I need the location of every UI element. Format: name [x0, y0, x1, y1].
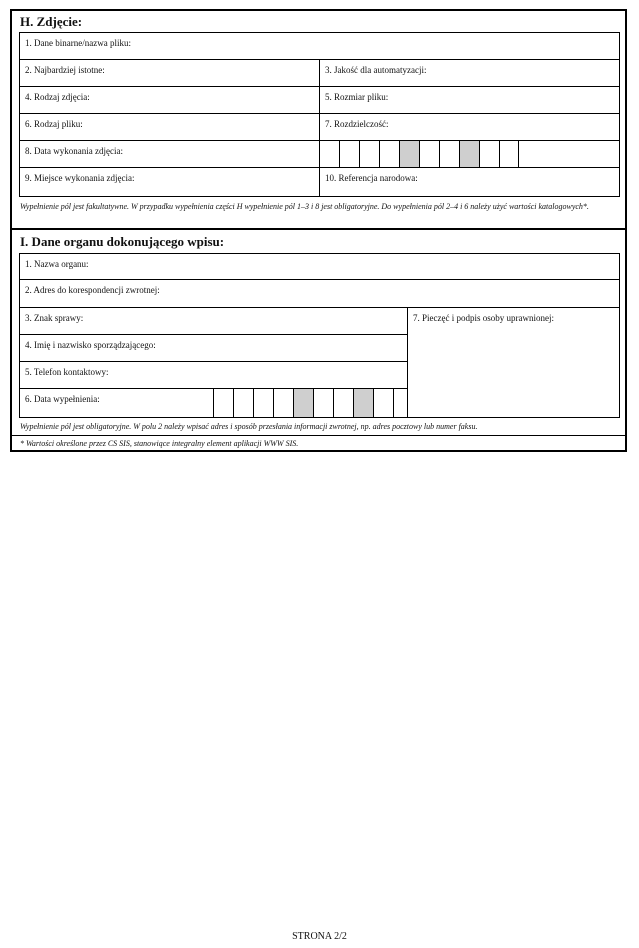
- field-i3-label: 3. Znak sprawy:: [25, 313, 84, 323]
- field-h3-label: 3. Jakość dla automatyzacji:: [325, 65, 427, 75]
- field-i7-label: 7. Pieczęć i podpis osoby uprawnionej:: [413, 313, 554, 323]
- date-digit-box[interactable]: [273, 389, 293, 417]
- date-digit-box[interactable]: [213, 389, 233, 417]
- date-digit-box[interactable]: [313, 389, 333, 417]
- field-i1[interactable]: [19, 253, 620, 280]
- footnote: * Wartości określone przez CS SIS, stanowiące integralny element aplikacji WWW SIS.: [20, 439, 299, 448]
- field-h5[interactable]: [319, 86, 620, 114]
- date-digit-box[interactable]: [359, 141, 379, 167]
- field-i4-label: 4. Imię i nazwisko sporządzającego:: [25, 340, 156, 350]
- field-h8-label: 8. Data wykonania zdjęcia:: [25, 146, 123, 156]
- field-i5[interactable]: [19, 361, 408, 389]
- field-h9-label: 9. Miejsce wykonania zdjęcia:: [25, 173, 135, 183]
- field-h4[interactable]: [19, 86, 320, 114]
- field-h10-label: 10. Referencja narodowa:: [325, 173, 418, 183]
- field-h2[interactable]: [19, 59, 320, 87]
- date-digit-box[interactable]: [333, 389, 353, 417]
- date-boxes-h8[interactable]: [319, 141, 519, 167]
- field-i6: [19, 388, 408, 418]
- footnote-divider: [12, 435, 625, 436]
- field-h8-date-area: [319, 140, 620, 168]
- field-i2-label: 2. Adres do korespondencji zwrotnej:: [25, 285, 160, 295]
- date-digit-box[interactable]: [439, 141, 459, 167]
- date-digit-box[interactable]: [419, 141, 439, 167]
- field-h1[interactable]: [19, 32, 620, 60]
- field-h5-label: 5. Rozmiar pliku:: [325, 92, 389, 102]
- field-i1-label: 1. Nazwa organu:: [25, 259, 89, 269]
- field-h9[interactable]: [19, 167, 320, 197]
- section-h-title: H. Zdjęcie:: [20, 14, 83, 29]
- date-separator-box: [353, 389, 373, 417]
- date-separator-box: [399, 141, 419, 167]
- field-h6[interactable]: [19, 113, 320, 141]
- date-separator-box: [459, 141, 479, 167]
- date-digit-box[interactable]: [479, 141, 499, 167]
- field-i2[interactable]: [19, 279, 620, 308]
- field-h4-label: 4. Rodzaj zdjęcia:: [25, 92, 90, 102]
- date-digit-box[interactable]: [379, 141, 399, 167]
- date-digit-box[interactable]: [253, 389, 273, 417]
- date-digit-box[interactable]: [373, 389, 393, 417]
- field-h8: [19, 140, 320, 168]
- section-i-note: Wypełnienie pól jest obligatoryjne. W polu 2 należy wpisać adres i sposób przesłania informacji zwrotnej, np. adres pocztowy lub numer faksu.: [20, 422, 478, 431]
- field-h7-label: 7. Rozdzielczość:: [325, 119, 389, 129]
- date-digit-box[interactable]: [233, 389, 253, 417]
- date-separator-box: [293, 389, 313, 417]
- date-digit-box[interactable]: [339, 141, 359, 167]
- field-i3[interactable]: [19, 307, 408, 335]
- section-h-note: Wypełnienie pól jest fakultatywne. W przypadku wypełnienia części H wypełnienie pól 1–3 i 8 jest obligatoryjne. Do wypełnienia pól 2–4 i 6 należy użyć wartości katalogowych*.: [20, 202, 589, 211]
- section-divider: [12, 228, 625, 230]
- field-h6-label: 6. Rodzaj pliku:: [25, 119, 83, 129]
- page-number: STRONA 2/2: [292, 931, 347, 942]
- field-i4[interactable]: [19, 334, 408, 362]
- field-h7[interactable]: [319, 113, 620, 141]
- field-i5-label: 5. Telefon kontaktowy:: [25, 367, 109, 377]
- date-boxes-i6[interactable]: [213, 389, 413, 417]
- date-digit-box[interactable]: [499, 141, 519, 167]
- field-i6-label: 6. Data wypełnienia:: [25, 394, 100, 404]
- field-h2-label: 2. Najbardziej istotne:: [25, 65, 105, 75]
- section-i-title: I. Dane organu dokonującego wpisu:: [20, 234, 225, 249]
- field-i7-stamp-signature[interactable]: [407, 307, 620, 418]
- date-digit-box[interactable]: [319, 141, 339, 167]
- field-h3[interactable]: [319, 59, 620, 87]
- field-h10[interactable]: [319, 167, 620, 197]
- field-h1-label: 1. Dane binarne/nazwa pliku:: [25, 38, 131, 48]
- form-frame: [10, 9, 627, 452]
